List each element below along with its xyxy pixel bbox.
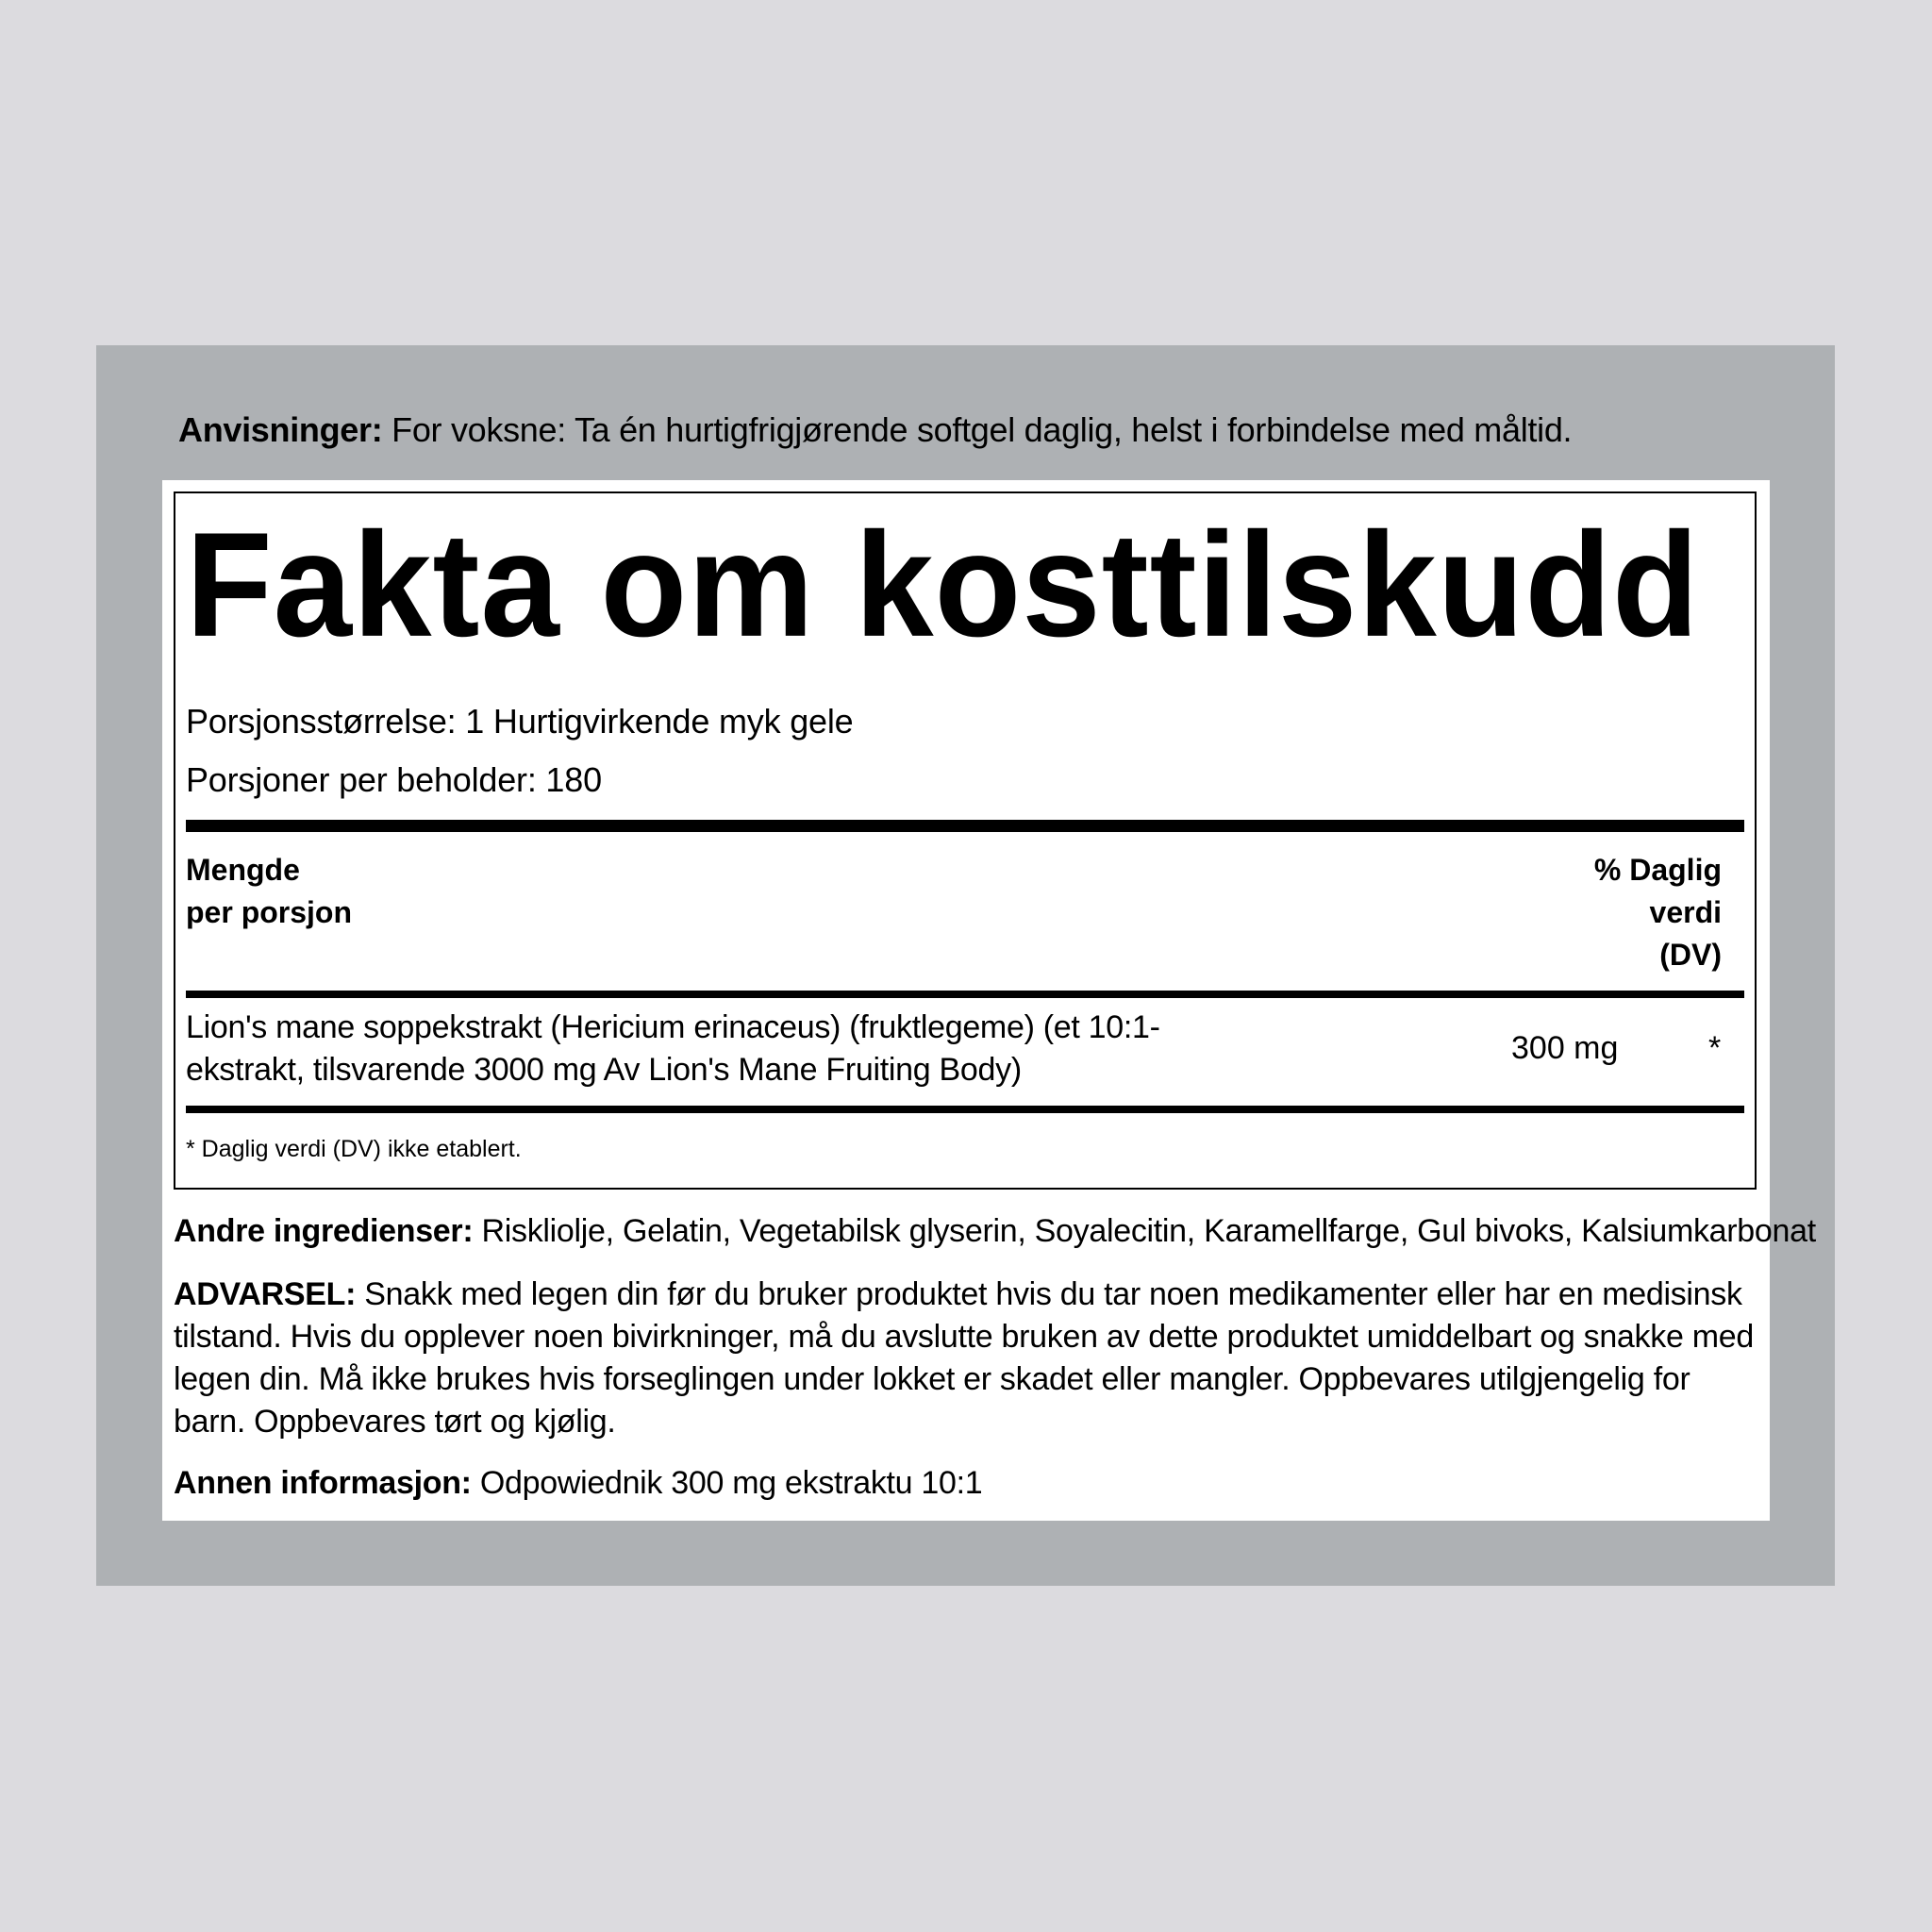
other-information-text: Odpowiednik 300 mg ekstraktu 10:1 bbox=[471, 1465, 983, 1501]
warning-text: Snakk med legen din før du bruker produktet hvis du tar noen medikamenter eller har en medisinsk tilstand. Hvis du opplever noen bivirkninger, må du avslutte bruken av dette produktet umiddelbart og snakke med legen din. Må ikke brukes hvis forseglingen under lokket er skadet eller mangler. Oppbevares utilgjengelig for barn. Oppbevares tørt og kjølig. bbox=[174, 1276, 1754, 1440]
warning bbox=[174, 1274, 1758, 1443]
daily-value-header: % Daglig verdi (DV) bbox=[1593, 853, 1722, 972]
ingredient-divider bbox=[186, 1106, 1744, 1113]
serving-size: Porsjonsstørrelse: 1 Hurtigvirkende myk gele bbox=[186, 702, 854, 741]
amount-per-serving-header: Mengde per porsjon bbox=[186, 853, 353, 929]
facts-title: Fakta om kosttilskudd bbox=[186, 501, 1700, 668]
other-ingredients bbox=[174, 1210, 1816, 1253]
other-information-label: Annen informasjon: bbox=[174, 1465, 472, 1501]
thick-divider bbox=[186, 820, 1744, 832]
warning-label: ADVARSEL: bbox=[174, 1276, 357, 1312]
directions-text bbox=[178, 404, 1801, 457]
ingredient-name: Lion's mane soppekstrakt (Hericium erinaceus) (fruktlegeme) (et 10:1-ekstrakt, tilsvarende 3000 mg Av Lion's Mane Fruiting Body) bbox=[186, 1009, 1160, 1088]
other-ingredients-text: Riskliolje, Gelatin, Vegetabilsk glyserin, Soyalecitin, Karamellfarge, Gul bivoks, Kalsiumkarbonat bbox=[473, 1213, 1816, 1249]
servings-per-container: Porsjoner per beholder: 180 bbox=[186, 760, 602, 799]
directions-body: For voksne: Ta én hurtigfrigjørende softgel daglig, helst i forbindelse med måltid. bbox=[382, 410, 1573, 449]
ingredient-daily-value: * bbox=[1708, 1030, 1722, 1066]
header-divider bbox=[186, 991, 1744, 998]
directions-label: Anvisninger: bbox=[178, 410, 383, 449]
daily-value-footnote: * Daglig verdi (DV) ikke etablert. bbox=[186, 1136, 522, 1162]
other-information bbox=[174, 1462, 1758, 1505]
ingredient-amount: 300 mg bbox=[1511, 1030, 1619, 1066]
other-ingredients-label: Andre ingredienser: bbox=[174, 1213, 474, 1249]
